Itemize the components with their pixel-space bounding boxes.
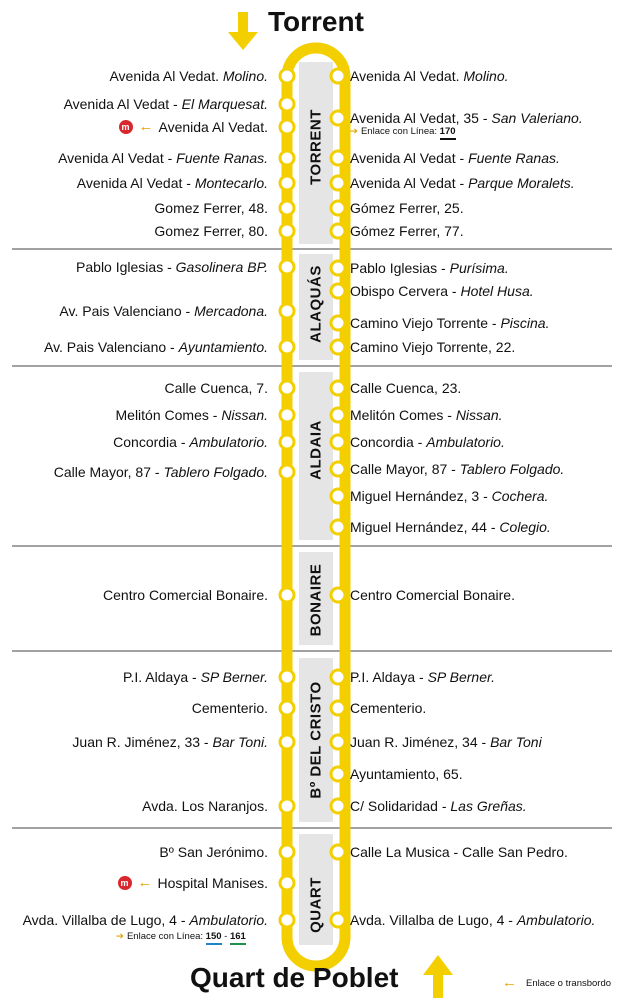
stop-landmark: Bar Toni. <box>212 734 268 750</box>
stop-name: Hospital Manises. <box>157 875 268 891</box>
stop-name: Calle Mayor, 87 - <box>350 461 460 477</box>
stop-marker[interactable] <box>331 261 345 275</box>
stop-left[interactable] <box>44 339 268 355</box>
stop-name: Avenida Al Vedat - <box>350 175 469 191</box>
line-161-badge[interactable]: 161 <box>230 931 246 945</box>
stop-marker[interactable] <box>331 799 345 813</box>
stop-name: P.I. Aldaya - <box>122 669 201 685</box>
stop-marker[interactable] <box>331 201 345 215</box>
stop-marker[interactable] <box>331 489 345 503</box>
stop-name: C/ Solidaridad - <box>350 798 451 814</box>
stop-landmark: Ambulatorio. <box>189 434 268 450</box>
stop-left[interactable] <box>76 259 268 275</box>
stop-landmark: Montecarlo. <box>194 175 268 191</box>
stop-name: Avenida Al Vedat - <box>76 175 195 191</box>
stop-right[interactable] <box>350 150 560 166</box>
stop-name: Gomez Ferrer, 48. <box>154 200 268 216</box>
stop-name: Avenida Al Vedat - <box>58 150 177 166</box>
stop-landmark: Ambulatorio. <box>516 912 596 928</box>
stop-name: Miguel Hernández, 44 - <box>350 519 500 535</box>
stop-name: Camino Viejo Torrente - <box>350 315 501 331</box>
stop-marker[interactable] <box>331 151 345 165</box>
stop-marker[interactable] <box>280 408 294 422</box>
stop-name: Avenida Al Vedat - <box>350 150 469 166</box>
stop-marker[interactable] <box>280 701 294 715</box>
stop-name: Miguel Hernández, 3 - <box>350 488 492 504</box>
stop-name: Gómez Ferrer, 77. <box>350 223 464 239</box>
stop-marker[interactable] <box>331 111 345 125</box>
stop-marker[interactable] <box>280 735 294 749</box>
stop-right[interactable] <box>350 798 527 814</box>
stop-name: Avenida Al Vedat - <box>63 96 182 112</box>
stop-name: Concordia - <box>350 434 427 450</box>
metro-icon: m <box>118 876 132 890</box>
stop-right[interactable] <box>350 380 461 396</box>
stop-right[interactable] <box>350 315 549 331</box>
stop-name: Centro Comercial Bonaire. <box>350 587 515 603</box>
stop-name: Pablo Iglesias - <box>350 260 450 276</box>
stop-left[interactable] <box>72 734 268 750</box>
stop-left[interactable] <box>64 96 268 112</box>
stop-marker[interactable] <box>280 435 294 449</box>
stop-landmark: Nissan. <box>455 407 503 423</box>
stop-marker[interactable] <box>331 701 345 715</box>
stop-marker[interactable] <box>331 340 345 354</box>
stop-name: Avda. Los Naranjos. <box>142 798 268 814</box>
stop-marker[interactable] <box>331 435 345 449</box>
stop-marker[interactable] <box>280 201 294 215</box>
stop-right[interactable] <box>350 844 568 860</box>
stop-left[interactable] <box>58 150 268 166</box>
stop-marker[interactable] <box>331 381 345 395</box>
stop-left[interactable] <box>159 844 268 860</box>
stop-name: Avenida Al Vedat, 35 - <box>350 110 492 126</box>
stop-left[interactable] <box>109 68 268 84</box>
zone-label: QUART <box>307 877 325 933</box>
stop-right[interactable] <box>350 68 509 84</box>
stop-left[interactable] <box>154 223 268 239</box>
stop-right[interactable] <box>350 912 595 928</box>
stop-landmark: Molino. <box>463 68 509 84</box>
stop-name: Avda. Villalba de Lugo, 4 - <box>350 912 517 928</box>
stop-left[interactable] <box>23 912 268 928</box>
legend-arrow-icon: ← <box>502 974 517 991</box>
stop-right[interactable] <box>350 669 495 685</box>
stop-right[interactable] <box>350 407 503 423</box>
stop-name: Melitón Comes - <box>350 407 456 423</box>
stop-left[interactable] <box>154 200 268 216</box>
stop-marker[interactable] <box>280 670 294 684</box>
stop-left[interactable] <box>77 175 268 191</box>
stop-landmark: Cochera. <box>491 488 549 504</box>
stop-right[interactable] <box>350 587 515 603</box>
enlace-linea-170[interactable]: ➔ Enlace con Línea: 170 <box>350 126 456 137</box>
stop-landmark: Mercadona. <box>194 303 268 319</box>
stop-marker[interactable] <box>331 316 345 330</box>
stop-left[interactable] <box>54 464 268 480</box>
stop-landmark: Ambulatorio. <box>426 434 505 450</box>
stop-name: Bº San Jerónimo. <box>159 844 268 860</box>
legend-label: Enlace o transbordo <box>526 978 612 989</box>
stop-name: Calle Cuenca, 23. <box>350 380 462 396</box>
stop-marker[interactable] <box>331 588 345 602</box>
stop-landmark: Las Greñas. <box>450 798 527 814</box>
stop-right[interactable] <box>350 339 515 355</box>
title-torrent: Torrent <box>268 6 364 37</box>
stop-marker[interactable] <box>331 845 345 859</box>
stop-marker[interactable] <box>331 176 345 190</box>
stop-name: Cementerio. <box>191 700 268 716</box>
stop-landmark: Fuente Ranas. <box>468 150 560 166</box>
stop-name: Av. Pais Valenciano - <box>43 339 179 355</box>
line-150-badge[interactable]: 150 <box>206 931 222 945</box>
stop-marker[interactable] <box>280 465 294 479</box>
stop-landmark: Ayuntamiento. <box>178 339 268 355</box>
stop-name: Gomez Ferrer, 80. <box>154 223 268 239</box>
stop-name: Pablo Iglesias - <box>76 259 176 275</box>
stop-left[interactable] <box>123 669 268 685</box>
stop-name: Avenida Al Vedat. <box>158 119 268 135</box>
zone-label: Bº DEL CRISTO <box>307 681 325 799</box>
stop-right[interactable] <box>350 519 551 535</box>
stop-landmark: Piscina. <box>500 315 550 331</box>
stop-name: Calle Mayor, 87 - <box>53 464 164 480</box>
zone-label: ALDAIA <box>307 420 325 480</box>
stop-marker[interactable] <box>280 845 294 859</box>
stop-name: Calle Cuenca, 7. <box>164 380 268 396</box>
stop-landmark: SP Berner. <box>200 669 268 685</box>
stop-name: Melitón Comes - <box>115 407 222 423</box>
stop-marker[interactable] <box>280 913 294 927</box>
stop-marker[interactable] <box>280 69 294 83</box>
stop-marker[interactable] <box>331 408 345 422</box>
stop-marker[interactable] <box>331 767 345 781</box>
stop-name: Avda. Villalba de Lugo, 4 - <box>22 912 190 928</box>
stop-right[interactable] <box>350 734 542 750</box>
stop-marker[interactable] <box>280 260 294 274</box>
stop-left[interactable] <box>113 434 268 450</box>
stop-landmark: Gasolinera BP. <box>175 259 268 275</box>
zone-label: ALAQUÁS <box>307 265 325 343</box>
stop-marker[interactable] <box>331 462 345 476</box>
stop-left[interactable] <box>103 587 268 603</box>
stop-landmark: Hotel Husa. <box>460 283 534 299</box>
stop-landmark: El Marquesat. <box>181 96 268 112</box>
zone-label: TORRENT <box>307 109 325 185</box>
stop-marker[interactable] <box>331 670 345 684</box>
stop-marker[interactable] <box>280 224 294 238</box>
stop-marker[interactable] <box>280 381 294 395</box>
stop-marker[interactable] <box>331 520 345 534</box>
enlace-linea-150-161: ➔ Enlace con Línea: 150 - 161 <box>116 931 246 942</box>
stop-name: Juan R. Jiménez, 33 - <box>72 734 213 750</box>
stop-landmark: Tablero Folgado. <box>459 461 565 477</box>
stop-name: Centro Comercial Bonaire. <box>103 587 268 603</box>
stop-name: Camino Viejo Torrente, 22. <box>350 339 516 355</box>
stop-left[interactable] <box>159 119 269 135</box>
stop-marker[interactable] <box>280 97 294 111</box>
stop-landmark: Bar Toni <box>490 734 542 750</box>
stop-landmark: Ambulatorio. <box>189 912 268 928</box>
stop-landmark: SP Berner. <box>427 669 496 685</box>
stop-landmark: San Valeriano. <box>491 110 583 126</box>
stop-right[interactable] <box>350 175 575 191</box>
transfer-arrow-icon: ← <box>138 118 154 135</box>
arrow-right-icon: ➔ <box>116 931 124 942</box>
stop-right[interactable] <box>350 110 583 126</box>
stop-right[interactable] <box>350 488 548 504</box>
transfer-arrow-icon: ← <box>137 874 153 891</box>
stop-right[interactable] <box>350 434 505 450</box>
stop-landmark: Parque Moralets. <box>468 175 575 191</box>
stop-right[interactable] <box>350 260 509 276</box>
stop-marker[interactable] <box>331 69 345 83</box>
stop-marker[interactable] <box>280 120 294 134</box>
stop-marker[interactable] <box>280 588 294 602</box>
stop-name: Obispo Cervera - <box>350 283 461 299</box>
stop-landmark: Fuente Ranas. <box>176 150 268 166</box>
stop-landmark: Tablero Folgado. <box>163 464 268 480</box>
stop-marker[interactable] <box>280 176 294 190</box>
stop-right[interactable] <box>350 200 464 216</box>
stop-name: Juan R. Jiménez, 34 - <box>350 734 491 750</box>
stop-left[interactable] <box>164 380 268 396</box>
stop-landmark: Molino. <box>222 68 268 84</box>
stop-marker[interactable] <box>331 913 345 927</box>
stop-marker[interactable] <box>331 284 345 298</box>
stop-marker[interactable] <box>280 151 294 165</box>
stop-left[interactable] <box>59 303 268 319</box>
stop-name: Avenida Al Vedat. <box>109 68 223 84</box>
stop-landmark: Nissan. <box>221 407 268 423</box>
stop-name: Concordia - <box>113 434 190 450</box>
stop-landmark: Purísima. <box>449 260 509 276</box>
stop-name: Av. Pais Valenciano - <box>59 303 195 319</box>
stop-marker[interactable] <box>280 799 294 813</box>
stop-left[interactable] <box>192 700 268 716</box>
stop-left[interactable] <box>116 407 269 423</box>
stop-name: Cementerio. <box>350 700 427 716</box>
stop-name: Gómez Ferrer, 25. <box>350 200 464 216</box>
stop-landmark: Colegio. <box>499 519 551 535</box>
stop-right[interactable] <box>350 223 464 239</box>
stop-right[interactable] <box>350 461 564 477</box>
stop-right[interactable] <box>350 700 426 716</box>
stop-marker[interactable] <box>280 876 294 890</box>
arrow-right-icon: ➔ <box>350 126 358 137</box>
line-170-badge[interactable]: 170 <box>440 126 456 140</box>
title-quart-de-poblet: Quart de Poblet <box>190 962 399 993</box>
stop-marker[interactable] <box>331 735 345 749</box>
metro-icon: m <box>119 120 133 134</box>
arrow-up-icon <box>423 955 453 998</box>
stop-marker[interactable] <box>331 224 345 238</box>
stop-right[interactable] <box>350 283 534 299</box>
stop-name: P.I. Aldaya - <box>350 669 428 685</box>
stop-marker[interactable] <box>280 340 294 354</box>
arrow-down-icon <box>228 12 258 50</box>
zone-label: BONAIRE <box>307 563 325 637</box>
stop-name: Ayuntamiento, 65. <box>350 766 463 782</box>
stop-left[interactable] <box>142 798 268 814</box>
stop-name: Avenida Al Vedat. <box>350 68 464 84</box>
stop-name: Calle La Musica - Calle San Pedro. <box>350 844 568 860</box>
stop-left[interactable] <box>158 875 269 891</box>
stop-marker[interactable] <box>280 304 294 318</box>
stop-right[interactable] <box>350 766 463 782</box>
